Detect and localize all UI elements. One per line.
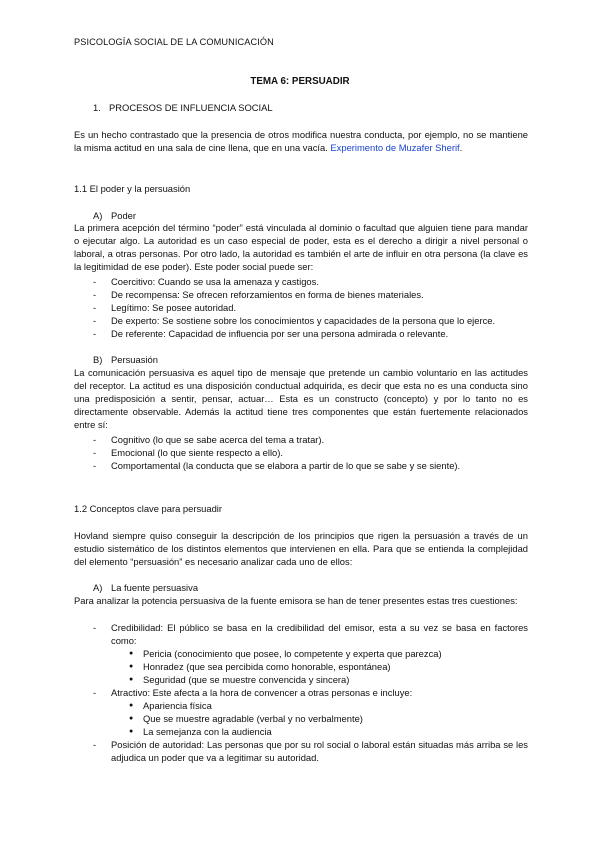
atractivo-item bbox=[93, 686, 528, 738]
intro-end: . bbox=[459, 142, 463, 153]
section-1-heading bbox=[93, 101, 273, 114]
subsection-1-1-heading: 1.1 El poder y la persuasión bbox=[74, 183, 191, 194]
poder-letter: A) bbox=[93, 210, 103, 221]
persuasion-paragraph bbox=[74, 366, 528, 431]
persuasion-heading bbox=[93, 353, 158, 366]
persuasion-list bbox=[93, 433, 533, 472]
hovland-text: Hovland siempre quiso conseguir la descripción de los principios que rigen la persuasión a través de un estudio sistemático de los distintos elementos que intervienen en ella. Para que se entienda la complejidad del elemento “persuasión” es necesario analizar cada uno de ellos: bbox=[74, 530, 528, 567]
page-header: PSICOLOGÍA SOCIAL DE LA COMUNICACIÓN bbox=[74, 37, 274, 47]
section-1-number: 1. bbox=[93, 102, 101, 113]
section-1-label: PROCESOS DE INFLUENCIA SOCIAL bbox=[109, 102, 273, 113]
fuente-list bbox=[93, 621, 528, 764]
list-item: - Cognitivo (lo que se sabe acerca del tema a tratar). bbox=[93, 433, 533, 446]
poder-paragraph bbox=[74, 221, 528, 273]
poder-text: La primera acepción del término “poder” está vinculada al dominio o facultad que alguien tiene para mandar o ejecutar algo. La autoridad es un caso especial de poder, esta es el derecho a dirigir a nivel personal o laboral, a otras personas. Por otro lado, la autoridad es también el arte de influir en otra persona (la clave es la legitimidad de ese poder). Este poder social puede ser: bbox=[74, 222, 528, 272]
atractivo-sublist bbox=[129, 699, 528, 738]
list-item: ● Honradez (que sea percibida como honorable, espontánea) bbox=[129, 660, 528, 673]
list-item: ● La semejanza con la audiencia bbox=[129, 725, 528, 738]
credibilidad-sublist bbox=[129, 647, 528, 686]
autoridad-item: - Posición de autoridad: Las personas que por su rol social o laboral están situadas más arriba se les adjudica un poder que va a legitimar su autoridad. bbox=[93, 738, 528, 764]
persuasion-text: La comunicación persuasiva es aquel tipo de mensaje que pretende un cambio voluntario en las actitudes del receptor. La actitud es una disposición conductual adquirida, es decir que esta no es una conducta sino una predisposición a sentir, pensar, actuar… Esta es un constructo (concepto) y por lo tanto no es directamente observable. Además la actitud tiene tres componentes que están fuertemente relacionados entre sí: bbox=[74, 367, 528, 430]
fuente-paragraph bbox=[74, 594, 528, 607]
list-item: - Comportamental (la conducta que se elabora a partir de lo que se sabe y se siente). bbox=[93, 459, 533, 472]
list-item: ● Apariencia física bbox=[129, 699, 528, 712]
intro-text: Es un hecho contrastado que la presencia de otros modifica nuestra conducta, por ejemplo, no se mantiene la misma actitud en una sala de cine llena, que en una vacía. bbox=[74, 129, 528, 153]
fuente-text: Para analizar la potencia persuasiva de la fuente emisora se han de tener presentes estas tres cuestiones: bbox=[74, 595, 518, 606]
list-item: - Legítimo: Se posee autoridad. bbox=[93, 301, 533, 314]
credibilidad-item bbox=[93, 621, 528, 686]
poder-title: Poder bbox=[111, 210, 137, 221]
list-item: - Coercitivo: Cuando se usa la amenaza y castigos. bbox=[93, 275, 533, 288]
list-item: - De referente: Capacidad de influencia por ser una persona admirada o relevante. bbox=[93, 327, 533, 340]
fuente-heading bbox=[93, 581, 198, 594]
list-item: - Emocional (lo que siente respecto a ello). bbox=[93, 446, 533, 459]
list-item: ● Que se muestre agradable (verbal y no verbalmente) bbox=[129, 712, 528, 725]
sherif-link[interactable]: Experimento de Muzafer Sherif bbox=[330, 142, 460, 153]
list-item: - De recompensa: Se ofrecen reforzamientos en forma de bienes materiales. bbox=[93, 288, 533, 301]
persuasion-letter: B) bbox=[93, 354, 103, 365]
list-item: ● Pericia (conocimiento que posee, lo competente y experta que parezca) bbox=[129, 647, 528, 660]
hovland-paragraph bbox=[74, 529, 528, 568]
persuasion-title: Persuasión bbox=[111, 354, 158, 365]
list-item: ● Seguridad (que se muestre convencida y sincera) bbox=[129, 673, 528, 686]
atractivo-text: Atractivo: Este afecta a la hora de convencer a otras personas e incluye: bbox=[111, 687, 413, 698]
page-title: TEMA 6: PERSUADIR bbox=[250, 76, 350, 87]
fuente-letter: A) bbox=[93, 582, 103, 593]
fuente-title: La fuente persuasiva bbox=[111, 582, 199, 593]
list-item: - De experto: Se sostiene sobre los conocimientos y capacidades de la persona que lo ejerce. bbox=[93, 314, 533, 327]
intro-paragraph bbox=[74, 128, 528, 154]
poder-list bbox=[93, 275, 533, 340]
credibilidad-text: Credibilidad: El público se basa en la credibilidad del emisor, esta a su vez se basa en factores como: bbox=[111, 622, 528, 646]
subsection-1-2-heading: 1.2 Conceptos clave para persuadir bbox=[74, 503, 223, 514]
